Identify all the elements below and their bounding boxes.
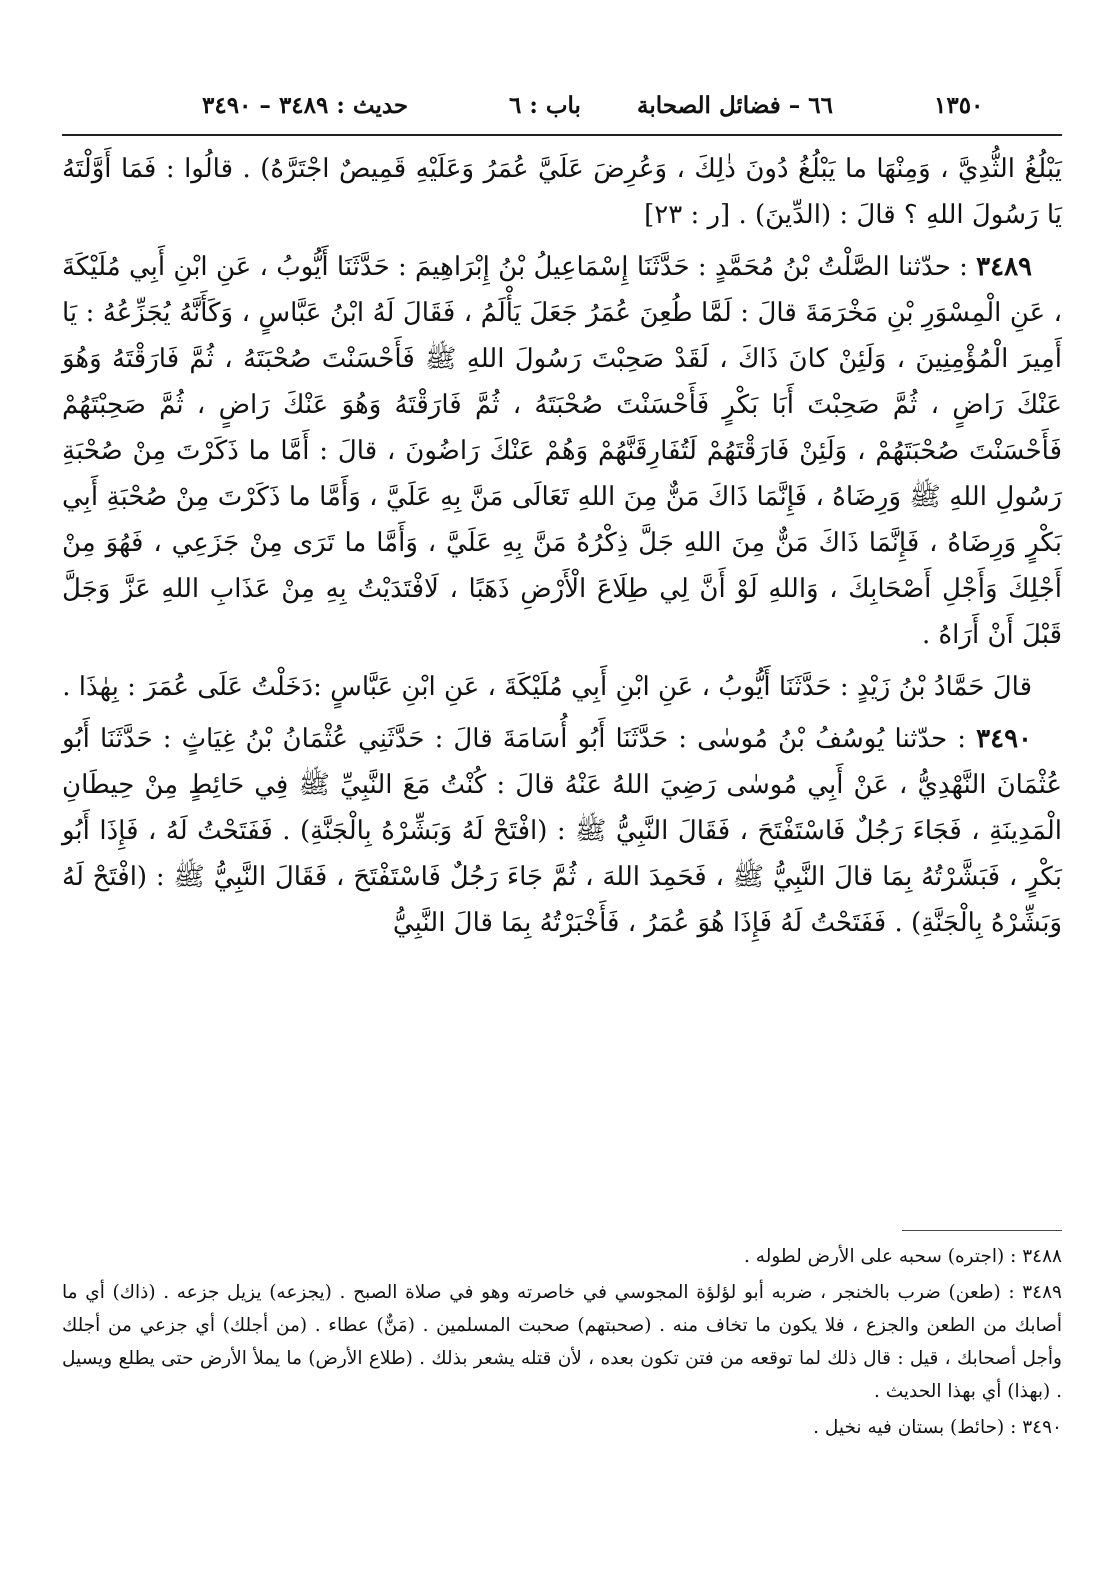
page-header	[62, 88, 1062, 128]
header-divider	[62, 134, 1062, 136]
book-page	[62, 70, 1062, 1560]
footnotes	[62, 1240, 1062, 1447]
hadith-3489-addendum: قالَ حَمَّادُ بْنُ زَيْدٍ : حَدَّثَنَا أَيُّوبُ ، عَنِ ابْنِ أَبِي مُلَيْكَةَ ، عَنِ ابْنِ عَبَّاسٍ :دَخَلْتُ عَلَى عُمَرَ : بِهٰذَا .	[62, 672, 1032, 702]
footnote-3490: ٣٤٩٠ : (حائط) بستان فيه نخيل .	[813, 1417, 1062, 1438]
page-number: ١٣٥٠	[934, 92, 984, 119]
header-hadith-range: حديث : ٣٤٨٩ – ٣٤٩٠	[202, 92, 409, 119]
header-chapter-title: ٦٦ – فضائل الصحابة	[637, 92, 833, 119]
hadith-number: ٣٤٩٠	[976, 724, 1032, 754]
header-bab: باب : ٦	[509, 92, 581, 119]
main-text	[62, 146, 1062, 952]
continuation-paragraph: يَبْلُغُ الثُّدِيَّ ، وَمِنْهَا ما يَبْلُغُ دُونَ ذٰلِكَ ، وَعُرِضَ عَلَيَّ عُمَرُ وَعَلَيْهِ قَمِيصٌ اجْتَرَّهُ) . قالُوا : فَمَا أَوَّلْتَهُ يَا رَسُولَ اللهِ ؟ قالَ : (الدِّينَ) . [ر : ٢٣]	[62, 154, 1062, 230]
hadith-text: : حدّثنا الصَّلْتُ بْنُ مُحَمَّدٍ : حَدَّثَنَا إِسْمَاعِيلُ بْنُ إِبْرَاهِيمَ : حَدَّثَنَا أَيُّوبُ ، عَنِ ابْنِ أَبِي مُلَيْكَةَ ، عَنِ الْمِسْوَرِ بْنِ مَخْرَمَةَ قالَ : لَمَّا طُعِنَ عُمَرُ جَعَلَ يَأْلَمُ ، فَقَالَ لَهُ ابْنُ عَبَّاسٍ ، وَكَأَنَّهُ يُجَزِّعُهُ : يَا أَمِيرَ الْمُؤْمِنِينَ ، وَلَئِنْ كانَ ذَاكَ ، لَقَدْ صَحِبْتَ رَسُولَ اللهِ ﷺ فَأَحْسَنْتَ صُحْبَتَهُ ، ثُمَّ فَارَقْتَهُ وَهُوَ عَنْكَ رَاضٍ ، ثُمَّ صَحِبْتَ أَبَا بَكْرٍ فَأَحْسَنْتَ صُحْبَتَهُ ، ثُمَّ فَارَقْتَهُ وَهُوَ عَنْكَ رَاضٍ ، ثُمَّ صَحِبْتَهُمْ فَأَحْسَنْتَ صُحْبَتَهُمْ ، وَلَئِنْ فَارَقْتَهُمْ لَتُفَارِقَنَّهُمْ وَهُمْ عَنْكَ رَاضُونَ ، قالَ : أَمَّا ما ذَكَرْتَ مِنْ صُحْبَةِ رَسُولِ اللهِ ﷺ وَرِضَاهُ ، فَإِنَّمَا ذَاكَ مَنٌّ مِنَ اللهِ تَعَالَى مَنَّ بِهِ عَلَيَّ ، وَأَمَّا ما ذَكَرْتَ مِنْ صُحْبَةِ أَبِي بَكْرٍ وَرِضَاهُ ، فَإِنَّمَا ذَاكَ مَنٌّ مِنَ اللهِ جَلَّ ذِكْرُهُ مَنَّ بِهِ عَلَيَّ ، وَأَمَّا ما تَرَى مِنْ جَزَعِي ، فَهُوَ مِنْ أَجْلِكَ وَأَجْلِ أَصْحَابِكَ ، وَاللهِ لَوْ أَنَّ لِي طِلَاعَ الْأَرْضِ ذَهَبًا ، لَافْتَدَيْتُ بِهِ مِنْ عَذَابِ اللهِ عَزَّ وَجَلَّ قَبْلَ أَنْ أَرَاهُ .	[62, 252, 1062, 650]
footnote-divider	[902, 1230, 1062, 1231]
hadith-text: : حدّثنا يُوسُفُ بْنُ مُوسٰى : حَدَّثَنَا أَبُو أُسَامَةَ قالَ : حَدَّثَنِي عُثْمَانُ بْنُ غِيَاثٍ : حَدَّثَنَا أَبُو عُثْمَانَ النَّهْدِيُّ ، عَنْ أَبِي مُوسٰى رَضِيَ اللهُ عَنْهُ قالَ : كُنْتُ مَعَ النَّبِيِّ ﷺ فِي حَائِطٍ مِنْ حِيطَانِ الْمَدِينَةِ ، فَجَاءَ رَجُلٌ فَاسْتَفْتَحَ ، فَقَالَ النَّبِيُّ ﷺ : (افْتَحْ لَهُ وَبَشِّرْهُ بِالْجَنَّةِ) . فَفَتَحْتُ لَهُ ، فَإِذَا أَبُو بَكْرٍ ، فَبَشَّرْتُهُ بِمَا قالَ النَّبِيُّ ﷺ ، فَحَمِدَ اللهَ ، ثُمَّ جَاءَ رَجُلٌ فَاسْتَفْتَحَ ، فَقَالَ النَّبِيُّ ﷺ : (افْتَحْ لَهُ وَبَشِّرْهُ بِالْجَنَّةِ) . فَفَتَحْتُ لَهُ فَإِذَا هُوَ عُمَرُ ، فَأَخْبَرْتُهُ بِمَا قالَ النَّبِيُّ	[62, 724, 1062, 938]
footnote-3489: ٣٤٨٩ : (طعن) ضرب بالخنجر ، ضربه أبو لؤلؤة المجوسي في خاصرته وهو في صلاة الصبح . (يجزعه) يزيل جزعه . (ذاك) أي ما أصابك من الطعن والجزع ، فلا يكون ما تخاف منه . (صحبتهم) صحبت المسلمين . (مَنٌّ) عطاء . (من أجلك) أي جزعي من أجلك وأجل أصحابك ، قيل : قال ذلك لما توقعه من فتن تكون بعده ، لأن قتله يشعر بذلك . (طلاع الأرض) ما يملأ الأرض حتى يطلع ويسيل . (بهذا) أي بهذا الحديث .	[62, 1282, 1062, 1402]
hadith-3489	[62, 244, 1062, 658]
hadith-3490	[62, 716, 1062, 946]
footnote-3488: ٣٤٨٨ : (اجتره) سحبه على الأرض لطوله .	[744, 1246, 1062, 1267]
hadith-number: ٣٤٨٩	[976, 252, 1032, 282]
